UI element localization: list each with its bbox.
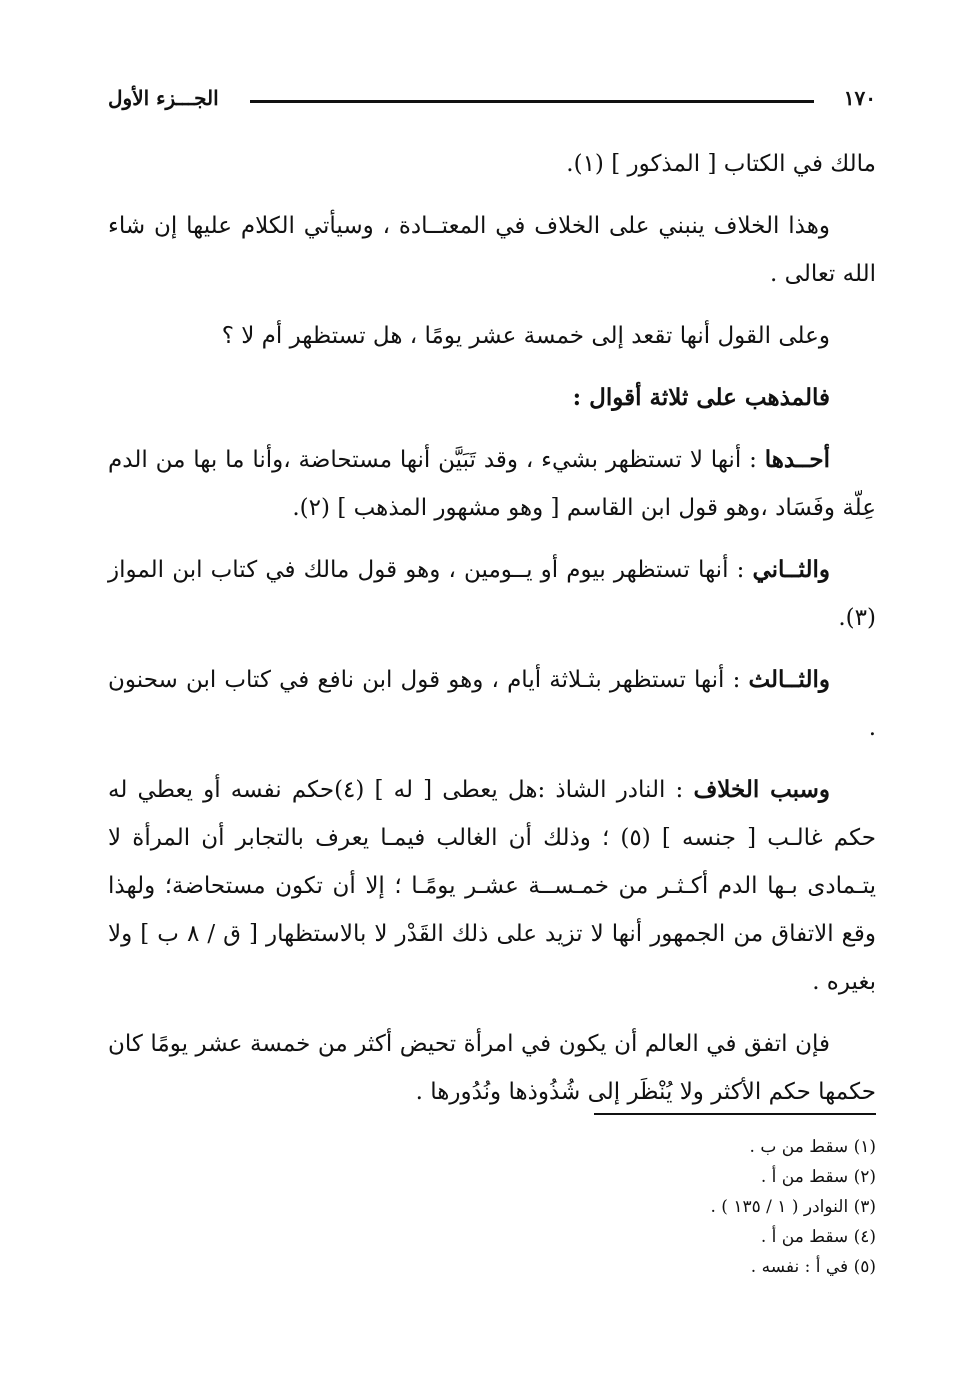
footnote: (٣) النوادر ( ١ / ١٣٥ ) . [710,1197,876,1217]
footnote: (٢) سقط من أ . [760,1167,876,1187]
paragraph-text: : أنها تستظهر بيوم أو يــومين ، وهو قول مالك في كتاب ابن المواز (٣). [108,557,876,631]
header-rule [250,100,814,103]
paragraph-text: : النادر الشاذ :هل يعطى [ له ] (٤)حكم نفسه أو يعطي له حكم غالـب [ جنسه ] (٥) ؛ وذلك أن الغالب فيمـا يعرف بالتجابر أن المرأة لا يتـمادى بـها الدم أكـثـر من خمـســة عشـر يومًـا ؛ إلا أن تكون مستحاضة؛ ولهذا وقع الاتفاق من الجمهور أنها لا تزيد على ذلك القَدْر لا بالاستظهار [ ق / ٨ ب ] ولا بغيره . [108,777,876,995]
page-number: ١٧٠ [843,86,876,110]
paragraph-lead: والثــاني [752,556,830,583]
paragraph [108,546,876,642]
paragraph-text: : أنها تستظهر بثـلاثة أيام ، وهو قول ابن نافع في كتاب ابن سحنون . [108,667,876,741]
section-heading: فالمذهب على ثلاثة أقوال : [572,384,830,411]
footnote: (١) سقط من ب . [749,1137,876,1157]
page-header [108,84,876,124]
paragraph-lead: أحــدها [764,446,830,473]
paragraph: فإن اتفق في العالم أن يكون في امرأة تحيض أكثر من خمسة عشر يومًا كان حكمها حكم الأكثر ولا يُنْظَر إلى شُذُوذها ونُدُورها . [108,1031,876,1105]
footnote-separator [594,1113,876,1115]
footnotes [400,1132,876,1282]
paragraph-lead: وسبب الخلاف [693,776,830,803]
running-title: الجـــزء الأول [108,86,219,110]
paragraph: وعلى القول أنها تقعد إلى خمسة عشر يومًا ، هل تستظهر أم لا ؟ [221,323,830,349]
paragraph [108,766,876,1006]
paragraph [108,436,876,532]
paragraph: وهذا الخلاف ينبني على الخلاف في المعتــادة ، وسيأتي الكلام عليها إن شاء الله تعالى . [108,213,876,287]
paragraph-lead: والثــالث [748,666,830,693]
main-text [108,140,876,1130]
paragraph: مالك في الكتاب [ المذكور ] (١). [566,151,876,177]
paragraph-text: : أنها لا تستظهر بشيء ، وقد تَبَيَّن أنها مستحاضة ،وأنا ما بها من الدم عِلّة وفَسَاد ،وهو قول ابن القاسم [ وهو مشهور المذهب ] (٢). [108,447,876,521]
footnote: (٤) سقط من أ . [760,1227,876,1247]
footnote: (٥) في أ : نفسه . [750,1257,876,1277]
paragraph [108,656,876,752]
